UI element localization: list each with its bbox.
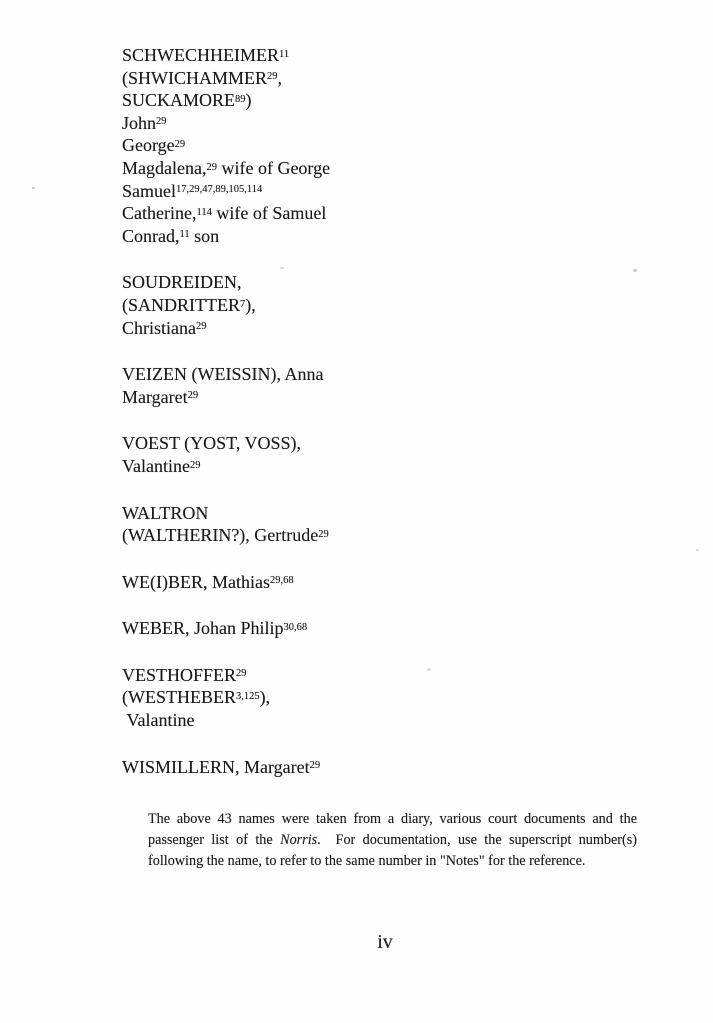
index-entry bbox=[122, 502, 330, 547]
page-number: iv bbox=[377, 931, 393, 953]
index-line: WISMILLERN, Margaret$^{29}$ bbox=[122, 756, 321, 777]
index-line: Catherine,$^{114}$ wife of Samuel bbox=[122, 203, 327, 224]
name-index bbox=[122, 44, 330, 802]
index-line: VESTHOFFER$^{29}$ bbox=[122, 664, 247, 685]
index-entry bbox=[122, 664, 330, 732]
index-line: Conrad,$^{11}$ son bbox=[122, 225, 220, 246]
index-line: WEBER, Johan Philip$^{30,68}$ bbox=[122, 618, 308, 639]
index-line: SOUDREIDEN, bbox=[122, 272, 242, 293]
index-line: SCHWECHHEIMER$^{11}$ bbox=[122, 45, 290, 65]
index-line: George$^{29}$ bbox=[122, 135, 186, 156]
index-line: Samuel$^{17,29,47,89,105,114}$ bbox=[122, 180, 263, 201]
index-line: (SHWICHAMMER$^{29}$, bbox=[122, 67, 283, 88]
index-line: VOEST (YOST, VOSS), bbox=[122, 433, 302, 454]
index-entry bbox=[122, 271, 330, 339]
index-line: Magdalena,$^{29}$ wife of George bbox=[122, 157, 331, 178]
index-line: Christiana$^{29}$ bbox=[122, 317, 207, 338]
scan-artifact bbox=[427, 668, 431, 671]
index-line: John$^{29}$ bbox=[122, 112, 167, 133]
index-line: Valantine$^{29}$ bbox=[122, 455, 201, 476]
index-line: WALTRON bbox=[122, 502, 209, 523]
index-line: WE(I)BER, Mathias$^{29,68}$ bbox=[122, 571, 294, 592]
index-line: VEIZEN (WEISSIN), Anna bbox=[122, 364, 324, 385]
scan-artifact bbox=[32, 187, 35, 189]
index-line: SUCKAMORE$^{89}$) bbox=[122, 90, 252, 111]
scan-artifact bbox=[280, 267, 284, 269]
index-line: (WALTHERIN?), Gertrude$^{29}$ bbox=[122, 525, 329, 546]
index-entry bbox=[122, 571, 330, 594]
index-entry bbox=[122, 363, 330, 408]
index-entry bbox=[122, 617, 330, 640]
scan-artifact bbox=[633, 269, 637, 272]
index-entry bbox=[122, 756, 330, 779]
index-entry bbox=[122, 44, 330, 247]
scan-artifact bbox=[696, 549, 699, 551]
footnote-text: The above 43 names were taken from a diary, various court documents and the passenger list of the Norris. For documentation, use the superscript number(s) following the name, to refer to the same number in "Notes" for the reference. bbox=[148, 811, 641, 869]
index-line: (SANDRITTER$^7$), bbox=[122, 294, 256, 315]
index-line: Valantine bbox=[122, 710, 195, 731]
index-entry bbox=[122, 432, 330, 477]
index-line: (WESTHEBER$^{3,125}$), bbox=[122, 687, 271, 708]
index-line: Margaret$^{29}$ bbox=[122, 386, 199, 407]
